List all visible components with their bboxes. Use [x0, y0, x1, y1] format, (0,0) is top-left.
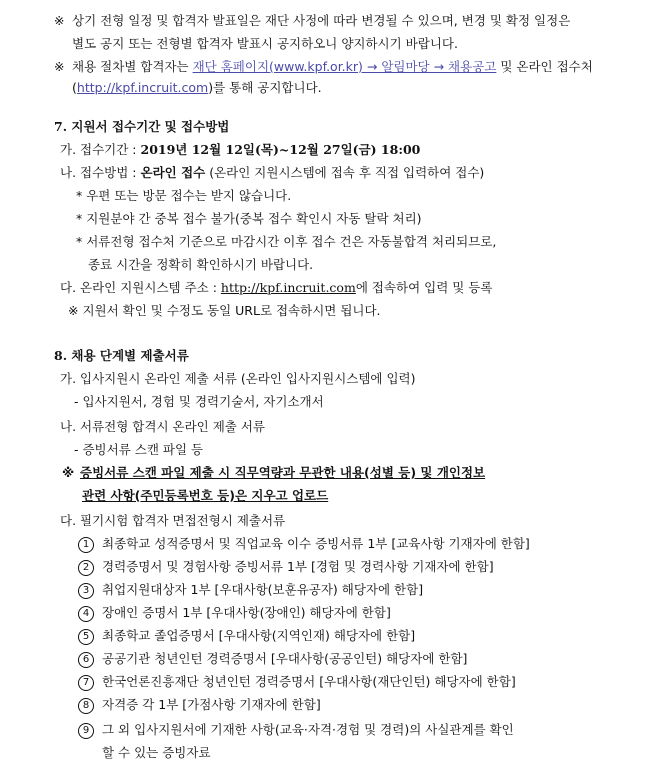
number-badge: 8: [78, 698, 94, 714]
apply-link[interactable]: http://kpf.incruit.com: [76, 80, 209, 95]
bullet-item: * 우편 또는 방문 접수는 받지 않습니다.: [76, 188, 292, 203]
document-item-continuation: 할 수 있는 증빙자료: [102, 745, 211, 760]
number-badge: 7: [78, 675, 94, 691]
bullet-continuation: 종료 시간을 정확히 확인하시기 바랍니다.: [88, 257, 314, 272]
document-item: 9 그 외 입사지원서에 기재한 사항(교육·자격·경험 및 경력)의 사실관계를 확인: [78, 721, 514, 739]
document-item: 7 한국언론진흥재단 청년인턴 경력증명서 [우대사항(재단인턴) 해당자에 한함]: [78, 673, 516, 691]
warning-mark: ※: [62, 465, 75, 480]
section-8-da: 다. 필기시험 합격자 면접전형시 제출서류: [60, 513, 286, 528]
document-item: 8 자격증 각 1부 [가점사항 기재자에 한함]: [78, 696, 321, 714]
warning-line-1: ※ 증빙서류 스캔 파일 제출 시 직무역량과 무관한 내용(성별 등) 및 개인정보: [62, 465, 486, 480]
section-7-da: 다. 온라인 지원시스템 주소 : http://kpf.incruit.com에 접속하여 입력 및 등록: [60, 280, 493, 295]
section-8-title: 8. 채용 단계별 제출서류: [54, 348, 189, 363]
number-badge: 6: [78, 652, 94, 668]
section-8-ga-sub: - 입사지원서, 경험 및 경력기술서, 자기소개서: [74, 394, 324, 409]
document-item: 3 취업지원대상자 1부 [우대사항(보훈유공자) 해당자에 한함]: [78, 581, 423, 599]
note-mark: ※: [54, 13, 65, 28]
document-item: 2 경력증명서 및 경험사항 증빙서류 1부 [경험 및 경력사항 기재자에 한함]: [78, 558, 494, 576]
number-badge: 4: [78, 606, 94, 622]
section-7-na: 나. 접수방법 : 온라인 접수 (온라인 지원시스템에 접속 후 직접 입력하여 접수): [60, 165, 485, 180]
number-badge: 3: [78, 583, 94, 599]
site-link[interactable]: 재단 홈페이지(www.kpf.or.kr) → 알림마당 → 채용공고: [192, 59, 497, 74]
note-2-line-1: ※ 채용 절차별 합격자는 재단 홈페이지(www.kpf.or.kr) → 알림마당 → 채용공고 및 온라인 접수처: [54, 59, 593, 74]
section-7-note: ※ 지원서 확인 및 수정도 동일 URL로 접속하시면 됩니다.: [68, 303, 381, 318]
document-item: 4 장애인 증명서 1부 [우대사항(장애인) 해당자에 한함]: [78, 604, 391, 622]
note-2-line-2: (http://kpf.incruit.com)를 통해 공지합니다.: [72, 80, 322, 95]
number-badge: 2: [78, 560, 94, 576]
bullet-item: * 지원분야 간 중복 접수 불가(중복 접수 확인시 자동 탈락 처리): [76, 211, 422, 226]
document-item: 6 공공기관 청년인턴 경력증명서 [우대사항(공공인턴) 해당자에 한함]: [78, 650, 467, 668]
section-8-na: 나. 서류전형 합격시 온라인 제출 서류: [60, 419, 265, 434]
apply-period: 2019년 12월 12일(목)~12월 27일(금) 18:00: [140, 142, 421, 157]
section-7-ga: 가. 접수기간 : 2019년 12월 12일(목)~12월 27일(금) 18:00: [60, 142, 421, 157]
warning-line-2: 관련 사항(주민등록번호 등)은 지우고 업로드: [82, 488, 329, 503]
number-badge: 9: [78, 723, 94, 739]
section-8-na-sub: - 증빙서류 스캔 파일 등: [74, 442, 204, 457]
document-item: 5 최종학교 졸업증명서 [우대사항(지역인재) 해당자에 한함]: [78, 627, 415, 645]
note-mark: ※: [54, 59, 65, 74]
apply-url-link[interactable]: http://kpf.incruit.com: [220, 280, 356, 295]
note-1-line-2: 별도 공지 또는 전형별 합격자 발표시 공지하오니 양지하시기 바랍니다.: [72, 36, 458, 51]
document-item: 1 최종학교 성적증명서 및 직업교육 이수 증빙서류 1부 [교육사항 기재자에 한함]: [78, 535, 530, 553]
bullet-item: * 서류전형 접수처 기준으로 마감시간 이후 접수 건은 자동불합격 처리되므로,: [76, 234, 497, 249]
note-1-line-1: ※ 상기 전형 일정 및 합격자 발표일은 재단 사정에 따라 변경될 수 있으며, 변경 및 확정 일정은: [54, 13, 571, 28]
section-7-title: 7. 지원서 접수기간 및 접수방법: [54, 119, 230, 134]
number-badge: 1: [78, 537, 94, 553]
number-badge: 5: [78, 629, 94, 645]
section-8-ga: 가. 입사지원시 온라인 제출 서류 (온라인 입사지원시스템에 입력): [60, 371, 416, 386]
